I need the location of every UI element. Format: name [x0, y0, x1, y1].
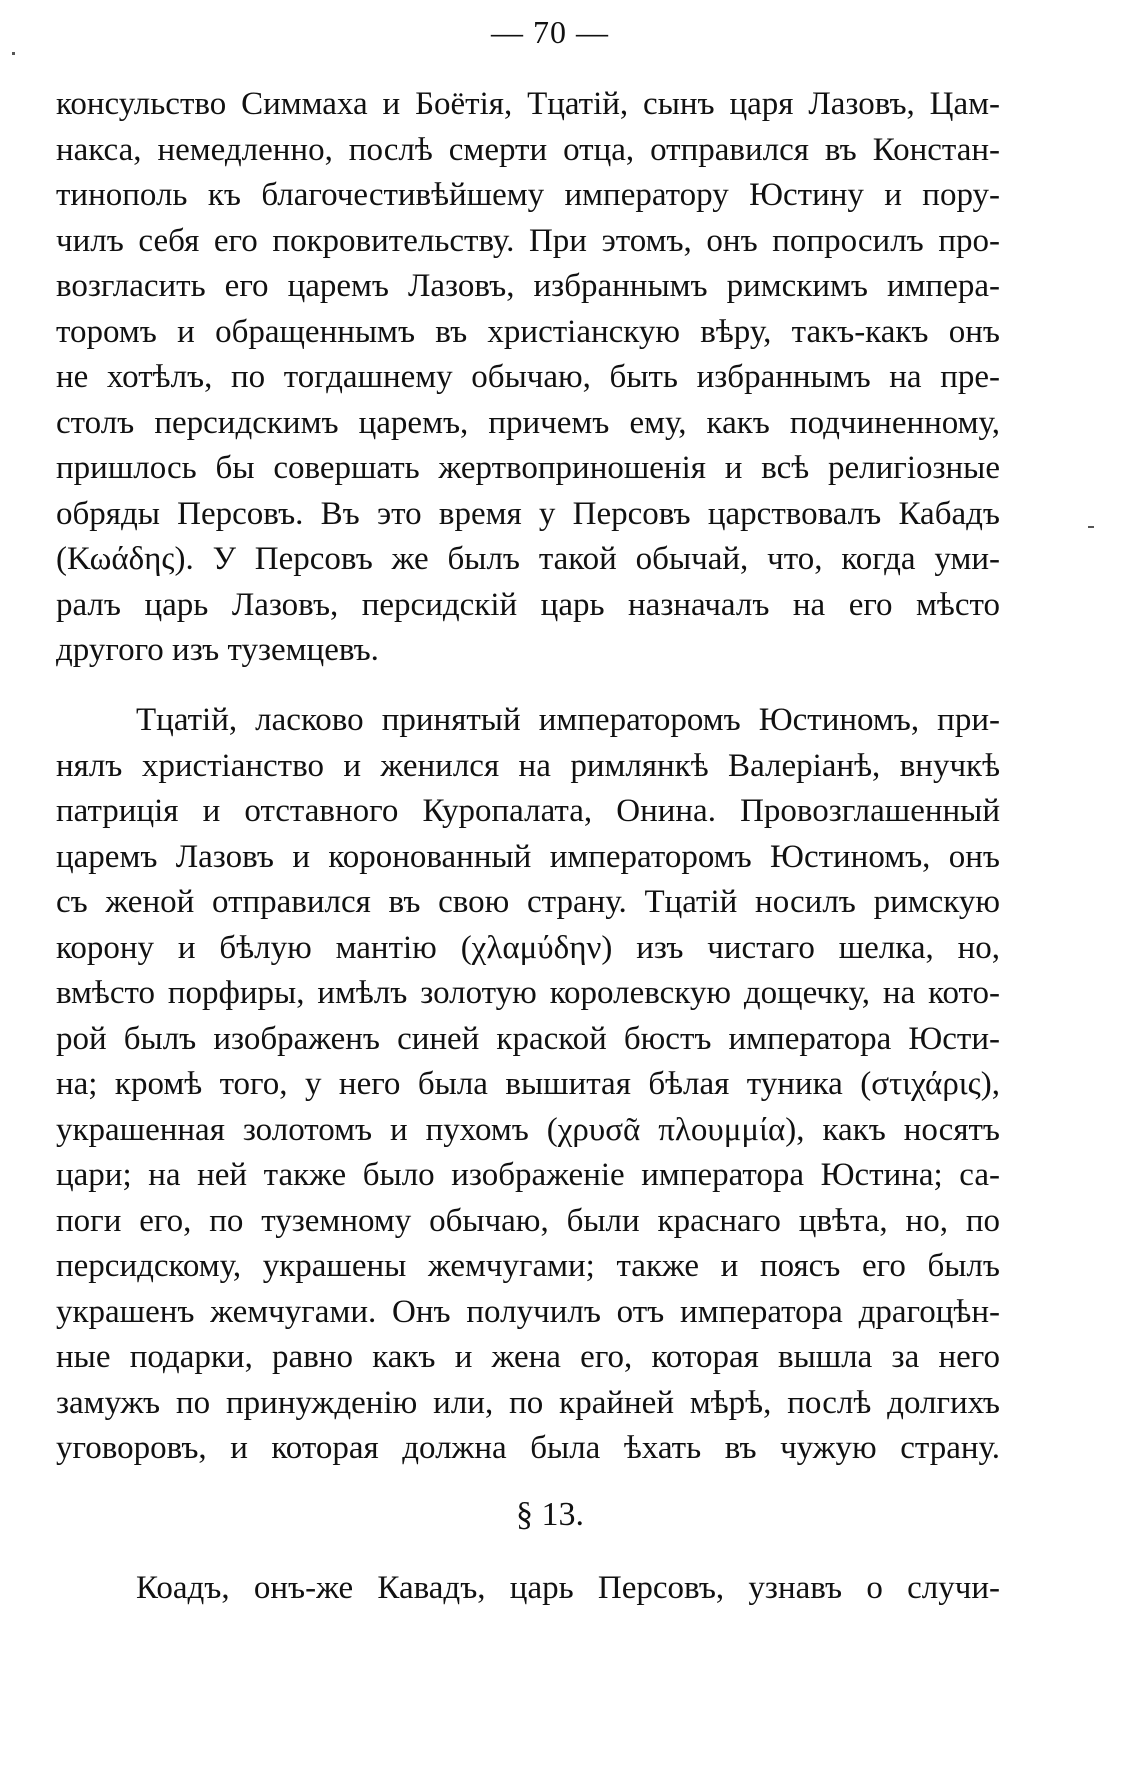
text-line: столъ персидскимъ царемъ, причемъ ему, какъ подчиненному, — [56, 404, 1000, 441]
section-paragraph — [56, 1566, 1000, 1612]
text-line: персидскому, украшены жемчугами; также и поясъ его былъ — [56, 1248, 1000, 1284]
text-line: рой былъ изображенъ синей краской бюстъ императора Юсти- — [56, 1020, 1000, 1057]
text-line: торомъ и обращеннымъ въ христіанскую вѣру, такъ-какъ онъ — [56, 313, 1000, 350]
text-line: ралъ царь Лазовъ, персидскій царь назначалъ на его мѣсто — [56, 586, 1000, 623]
text-line: замужъ по принужденію или, по крайней мѣрѣ, послѣ долгихъ — [56, 1384, 1000, 1421]
text-line: украшенная золотомъ и пухомъ (χρυσᾶ πλουμμία), какъ носятъ — [56, 1111, 1000, 1148]
text-line: патриція и отставного Куропалата, Онина. Провозглашенный — [56, 793, 1000, 829]
text-line: не хотѣлъ, по тогдашнему обычаю, быть избраннымъ на пре- — [56, 359, 1000, 395]
paragraph-2 — [56, 698, 1000, 1472]
text-line: пришлось бы совершать жертвоприношенія и всѣ религіозные — [56, 450, 1000, 486]
text-line: накса, немедленно, послѣ смерти отца, отправился въ Констан- — [56, 131, 1000, 168]
text-line: ные подарки, равно какъ и жена его, которая вышла за него — [56, 1339, 1000, 1375]
text-line: возгласить его царемъ Лазовъ, избраннымъ римскимъ импера- — [56, 268, 1000, 304]
text-line: Тцатій, ласково принятый императоромъ Юстиномъ, при- — [136, 702, 1000, 738]
text-line: обряды Персовъ. Въ это время у Персовъ царствовалъ Кабадъ — [56, 495, 1000, 532]
text-line: поги его, по туземному обычаю, были краснаго цвѣта, но, по — [56, 1202, 1000, 1239]
text-line: тинополь къ благочестивѣйшему императору Юстину и пору- — [56, 177, 1000, 213]
section-heading: § 13. — [516, 1496, 584, 1533]
text-line: съ женой отправился въ свою страну. Тцатій носилъ римскую — [56, 884, 1000, 920]
text-line: нялъ христіанство и женился на римлянкѣ Валеріанѣ, внучкѣ — [56, 747, 1000, 784]
paragraph-1 — [56, 82, 1000, 674]
text-line: чилъ себя его покровительству. При этомъ, онъ попросилъ про- — [56, 222, 1000, 259]
text-line: царемъ Лазовъ и коронованный императоромъ Юстиномъ, онъ — [56, 838, 1000, 875]
text-line: консульство Симмаха и Боëтія, Тцатій, сынъ царя Лазовъ, Цам- — [56, 86, 1000, 122]
text-line: цари; на ней также было изображеніе императора Юстина; са- — [56, 1157, 1000, 1193]
page-number: — 70 — — [491, 14, 609, 50]
text-line: другого изъ туземцевъ. — [56, 632, 379, 668]
text-line: уговоровъ, и которая должна была ѣхать въ чужую страну. — [56, 1430, 1000, 1466]
text-line: (Κωάδης). У Персовъ же былъ такой обычай, что, когда уми- — [56, 541, 1000, 577]
text-line: Коадъ, онъ-же Кавадъ, царь Персовъ, узнавъ о случи- — [136, 1570, 1000, 1606]
text-line: на; кромѣ того, у него была вышитая бѣлая туника (στιχάρις), — [56, 1066, 1000, 1102]
text-line: вмѣсто порфиры, имѣлъ золотую королевскую дощечку, на кото- — [56, 975, 1000, 1011]
scan-speck — [1088, 526, 1094, 528]
text-line: корону и бѣлую мантію (χλαμύδην) изъ чистаго шелка, но, — [56, 929, 1000, 966]
text-line: украшенъ жемчугами. Онъ получилъ отъ императора драгоцѣн- — [56, 1293, 1000, 1330]
scan-speck — [12, 52, 15, 55]
